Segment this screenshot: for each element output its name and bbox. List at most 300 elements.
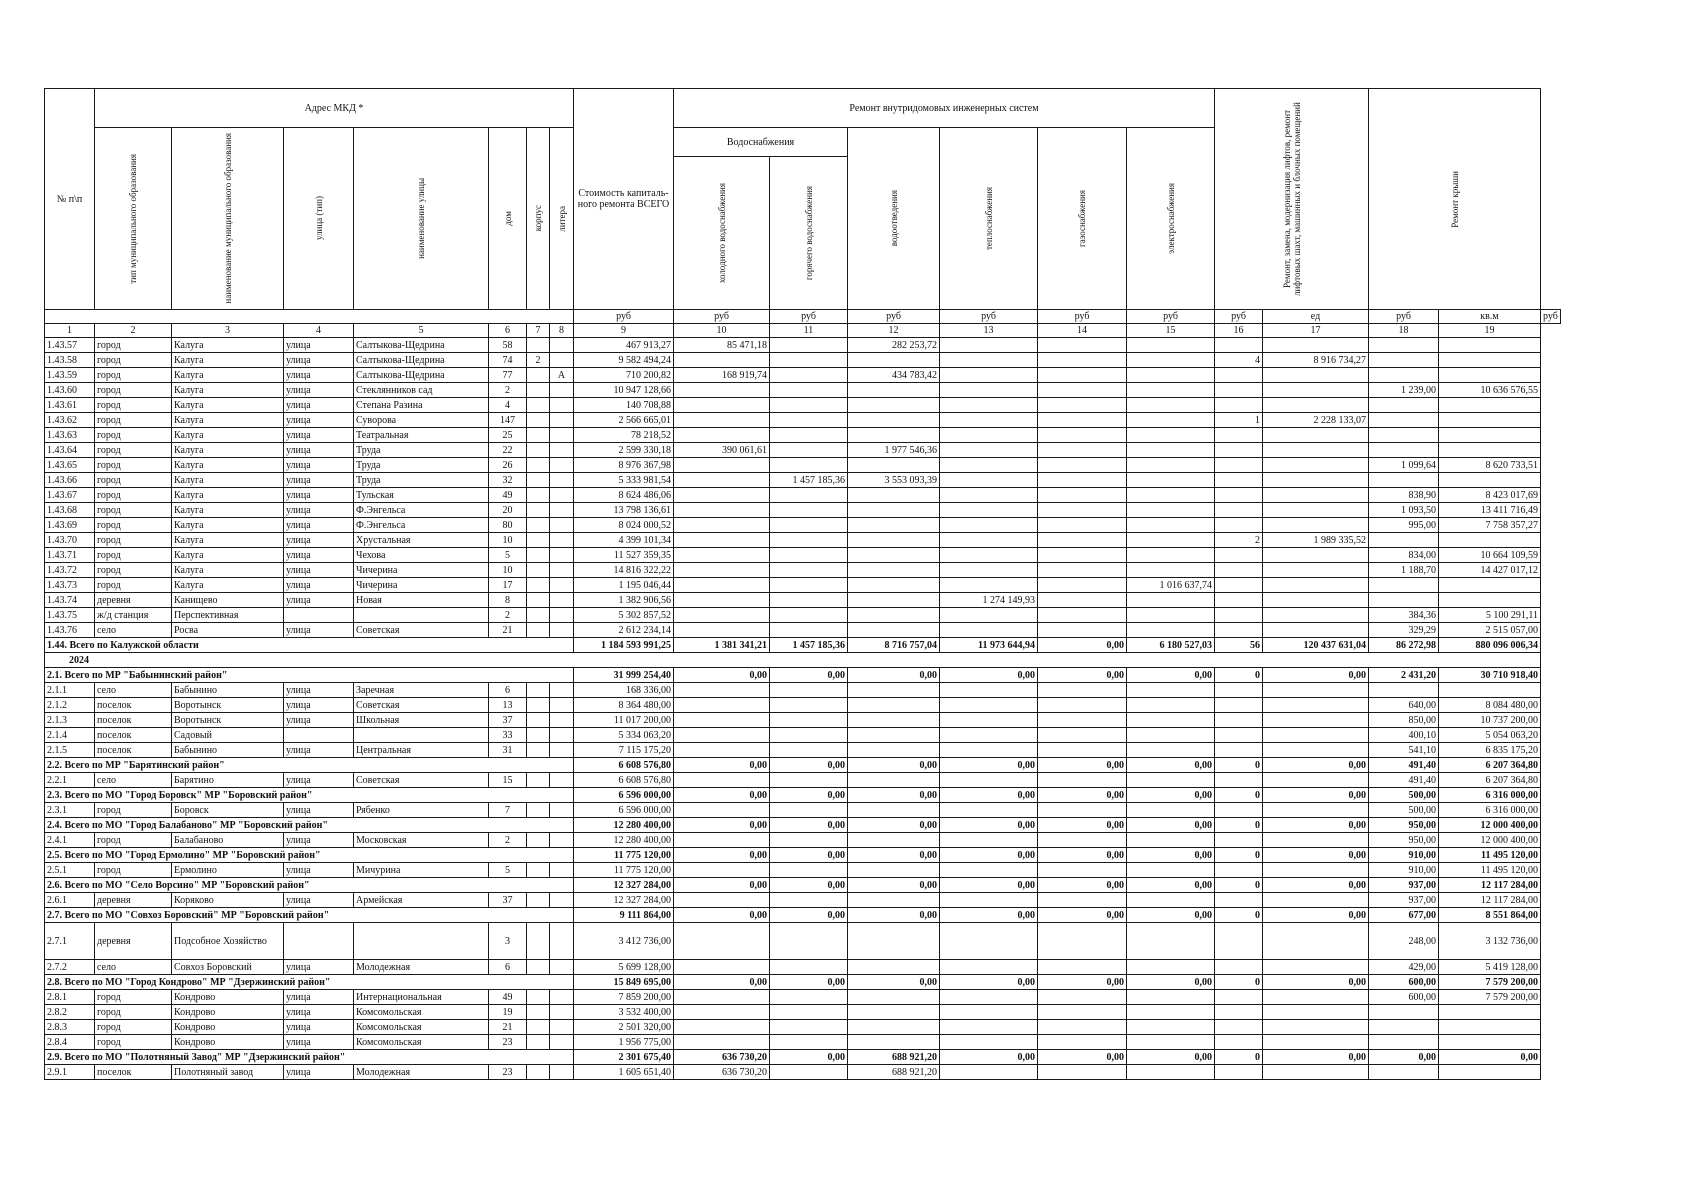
table-cell: 1.43.58: [45, 353, 95, 368]
table-cell: 4 399 101,34: [574, 533, 674, 548]
subtotal-cell: 0,00: [1127, 908, 1215, 923]
table-cell: [940, 773, 1038, 788]
header-drainage: водоотведения: [848, 128, 940, 310]
subtotal-cell: 0,00: [1263, 758, 1369, 773]
table-cell: 6 207 364,80: [1439, 773, 1541, 788]
subtotal-cell: 120 437 631,04: [1263, 638, 1369, 653]
header-water-group: Водоснабжения: [674, 128, 848, 157]
header-roof: Ремонт крыши: [1369, 89, 1541, 310]
table-cell: Калуга: [172, 458, 284, 473]
table-cell: [527, 803, 550, 818]
table-cell: [1038, 1020, 1127, 1035]
table-row: [45, 960, 1561, 975]
table-cell: [1038, 578, 1127, 593]
subtotal-label: 2.5. Всего по МО "Город Ермолино" МР "Боровский район": [45, 848, 574, 863]
subtotal-cell: 0,00: [770, 848, 848, 863]
table-cell: [1215, 863, 1263, 878]
table-cell: 950,00: [1369, 833, 1439, 848]
table-cell: 2.7.1: [45, 923, 95, 960]
table-cell: [848, 743, 940, 758]
table-cell: [674, 458, 770, 473]
table-cell: [770, 413, 848, 428]
table-cell: 1 274 149,93: [940, 593, 1038, 608]
header-total-cost: Стоимость капиталь-ного ремонта ВСЕГО: [574, 89, 674, 310]
header-num: № п\п: [45, 89, 95, 310]
table-cell: 1 457 185,36: [770, 473, 848, 488]
table-row: [45, 398, 1561, 413]
table-cell: 2 599 330,18: [574, 443, 674, 458]
table-row: [45, 698, 1561, 713]
table-cell: [1215, 488, 1263, 503]
table-cell: [848, 923, 940, 960]
subtotal-cell: 677,00: [1369, 908, 1439, 923]
table-cell: [674, 353, 770, 368]
table-cell: 5 419 128,00: [1439, 960, 1541, 975]
table-cell: 15: [489, 773, 527, 788]
table-cell: [1127, 473, 1215, 488]
table-cell: 3 132 736,00: [1439, 923, 1541, 960]
table-cell: 2.5.1: [45, 863, 95, 878]
table-row: [45, 353, 1561, 368]
table-cell: [1127, 398, 1215, 413]
table-cell: [770, 518, 848, 533]
subtotal-label: 1.44. Всего по Калужской области: [45, 638, 574, 653]
table-row: [45, 578, 1561, 593]
table-row: [45, 623, 1561, 638]
subtotal-cell: 0,00: [940, 848, 1038, 863]
table-cell: [1127, 803, 1215, 818]
table-cell: 1 605 651,40: [574, 1065, 674, 1080]
table-cell: [550, 563, 574, 578]
table-cell: село: [95, 683, 172, 698]
table-cell: [770, 488, 848, 503]
table-cell: Суворова: [354, 413, 489, 428]
table-cell: 6 608 576,80: [574, 773, 674, 788]
subtotal-cell: 8 551 864,00: [1439, 908, 1541, 923]
table-cell: [284, 923, 354, 960]
table-cell: [1263, 1035, 1369, 1050]
table-cell: [527, 593, 550, 608]
table-cell: [1263, 338, 1369, 353]
table-cell: [1263, 578, 1369, 593]
table-cell: [1215, 338, 1263, 353]
table-cell: город: [95, 473, 172, 488]
table-cell: [940, 923, 1038, 960]
table-cell: [284, 608, 354, 623]
table-cell: 74: [489, 353, 527, 368]
table-cell: 8 620 733,51: [1439, 458, 1541, 473]
table-cell: [1215, 473, 1263, 488]
column-number-cell: 2: [95, 324, 172, 338]
table-cell: [848, 458, 940, 473]
table-cell: [1038, 960, 1127, 975]
subtotal-cell: 0,00: [674, 848, 770, 863]
table-cell: [770, 548, 848, 563]
table-cell: [1038, 503, 1127, 518]
subtotal-cell: 937,00: [1369, 878, 1439, 893]
table-cell: Воротынск: [172, 713, 284, 728]
table-cell: 1.43.69: [45, 518, 95, 533]
table-cell: 20: [489, 503, 527, 518]
table-cell: [1263, 608, 1369, 623]
table-cell: улица: [284, 990, 354, 1005]
subtotal-cell: 0,00: [1127, 848, 1215, 863]
table-row: [45, 413, 1561, 428]
table-cell: [550, 503, 574, 518]
table-cell: 688 921,20: [848, 1065, 940, 1080]
table-cell: 11 017 200,00: [574, 713, 674, 728]
subtotal-label: 2.2. Всего по МР "Барятинский район": [45, 758, 574, 773]
table-cell: [674, 488, 770, 503]
table-cell: 6 835 175,20: [1439, 743, 1541, 758]
subtotal-cell: 0: [1215, 975, 1263, 990]
table-cell: [674, 923, 770, 960]
table-cell: [1127, 608, 1215, 623]
table-cell: [674, 833, 770, 848]
subtotal-row: [45, 818, 1561, 833]
subtotal-label: 2.4. Всего по МО "Город Балабаново" МР "Боровский район": [45, 818, 574, 833]
table-cell: [1369, 533, 1439, 548]
table-cell: улица: [284, 473, 354, 488]
table-cell: 600,00: [1369, 990, 1439, 1005]
subtotal-cell: 0,00: [940, 975, 1038, 990]
table-cell: Калуга: [172, 563, 284, 578]
table-cell: 8 364 480,00: [574, 698, 674, 713]
table-cell: [940, 803, 1038, 818]
subtotal-cell: 11 775 120,00: [574, 848, 674, 863]
table-row: [45, 773, 1561, 788]
table-cell: 1.43.65: [45, 458, 95, 473]
table-cell: [527, 413, 550, 428]
table-cell: [940, 683, 1038, 698]
table-cell: улица: [284, 353, 354, 368]
table-cell: [1369, 1065, 1439, 1080]
table-cell: село: [95, 960, 172, 975]
table-cell: [674, 623, 770, 638]
table-cell: [940, 713, 1038, 728]
table-cell: [1369, 428, 1439, 443]
table-cell: Салтыкова-Щедрина: [354, 353, 489, 368]
column-number-cell: 7: [527, 324, 550, 338]
table-cell: [527, 383, 550, 398]
table-cell: [527, 773, 550, 788]
table-cell: [550, 533, 574, 548]
table-cell: [770, 533, 848, 548]
table-cell: 7 859 200,00: [574, 990, 674, 1005]
table-cell: [550, 1005, 574, 1020]
table-cell: деревня: [95, 923, 172, 960]
table-cell: 329,29: [1369, 623, 1439, 638]
subtotal-cell: 500,00: [1369, 788, 1439, 803]
table-cell: [674, 578, 770, 593]
table-cell: 1 093,50: [1369, 503, 1439, 518]
table-cell: Садовый: [172, 728, 284, 743]
table-cell: 434 783,42: [848, 368, 940, 383]
table-cell: улица: [284, 488, 354, 503]
table-cell: поселок: [95, 728, 172, 743]
table-cell: [940, 353, 1038, 368]
table-cell: улица: [284, 443, 354, 458]
table-cell: 11 775 120,00: [574, 863, 674, 878]
table-cell: Комсомольская: [354, 1005, 489, 1020]
table-cell: город: [95, 413, 172, 428]
table-cell: 838,90: [1369, 488, 1439, 503]
table-cell: [550, 1065, 574, 1080]
table-cell: 2.6.1: [45, 893, 95, 908]
table-cell: [1263, 398, 1369, 413]
table-cell: [527, 473, 550, 488]
table-cell: улица: [284, 458, 354, 473]
table-cell: [770, 338, 848, 353]
table-cell: [940, 548, 1038, 563]
table-cell: 1.43.62: [45, 413, 95, 428]
header-mun-type: тип муниципального образования: [95, 128, 172, 310]
subtotal-cell: 0,00: [674, 818, 770, 833]
table-cell: [1127, 383, 1215, 398]
table-cell: [848, 548, 940, 563]
table-cell: Бабынино: [172, 683, 284, 698]
table-cell: 937,00: [1369, 893, 1439, 908]
table-cell: Калуга: [172, 518, 284, 533]
table-cell: 37: [489, 713, 527, 728]
table-cell: [940, 960, 1038, 975]
table-cell: 1 016 637,74: [1127, 578, 1215, 593]
table-cell: улица: [284, 578, 354, 593]
subtotal-cell: 12 000 400,00: [1439, 818, 1541, 833]
table-cell: [674, 683, 770, 698]
subtotal-cell: 0,00: [1127, 818, 1215, 833]
subtotal-cell: 0,00: [770, 818, 848, 833]
table-cell: Мичурина: [354, 863, 489, 878]
subtotal-row: [45, 668, 1561, 683]
table-cell: [940, 743, 1038, 758]
table-cell: Калуга: [172, 548, 284, 563]
table-cell: 910,00: [1369, 863, 1439, 878]
table-cell: [1263, 383, 1369, 398]
table-cell: [550, 518, 574, 533]
table-cell: [770, 683, 848, 698]
table-cell: [848, 533, 940, 548]
table-cell: [770, 990, 848, 1005]
subtotal-cell: 2 431,20: [1369, 668, 1439, 683]
table-cell: [940, 863, 1038, 878]
table-cell: [527, 1035, 550, 1050]
header-heating: теплоснабжения: [940, 128, 1038, 310]
table-cell: [674, 713, 770, 728]
subtotal-row: [45, 1050, 1561, 1065]
table-cell: [770, 503, 848, 518]
table-cell: [848, 383, 940, 398]
table-cell: [770, 743, 848, 758]
table-cell: [1263, 803, 1369, 818]
table-cell: 12 327 284,00: [574, 893, 674, 908]
table-cell: [1038, 698, 1127, 713]
table-row: [45, 383, 1561, 398]
subtotal-cell: 0: [1215, 668, 1263, 683]
unit-cell: руб: [1127, 310, 1215, 324]
table-cell: 147: [489, 413, 527, 428]
table-cell: 1 989 335,52: [1263, 533, 1369, 548]
table-cell: город: [95, 833, 172, 848]
table-cell: 2 515 057,00: [1439, 623, 1541, 638]
table-cell: 2 228 133,07: [1263, 413, 1369, 428]
table-cell: [1369, 413, 1439, 428]
table-cell: 2.1.1: [45, 683, 95, 698]
table-cell: [550, 488, 574, 503]
table-cell: [1215, 960, 1263, 975]
table-cell: Калуга: [172, 428, 284, 443]
table-cell: улица: [284, 743, 354, 758]
subtotal-cell: 31 999 254,40: [574, 668, 674, 683]
table-cell: [1038, 443, 1127, 458]
table-cell: [1127, 413, 1215, 428]
subtotal-label: 2.6. Всего по МО "Село Ворсино" МР "Боровский район": [45, 878, 574, 893]
table-cell: [940, 623, 1038, 638]
table-cell: [1038, 383, 1127, 398]
table-cell: Воротынск: [172, 698, 284, 713]
subtotal-row: [45, 878, 1561, 893]
table-row: [45, 503, 1561, 518]
table-cell: [1369, 338, 1439, 353]
table-cell: [527, 990, 550, 1005]
table-cell: Калуга: [172, 488, 284, 503]
header-lifts: Ремонт, замена, модернизация лифтов, ремонт лифтовых шахт, машинных и блочных помещений: [1215, 89, 1369, 310]
table-cell: [550, 353, 574, 368]
table-cell: [1215, 578, 1263, 593]
table-cell: [1263, 923, 1369, 960]
table-cell: [1439, 368, 1541, 383]
table-cell: [1369, 593, 1439, 608]
table-cell: [770, 1035, 848, 1050]
table-cell: [1127, 728, 1215, 743]
table-cell: улица: [284, 623, 354, 638]
table-row: [45, 683, 1561, 698]
table-cell: [1439, 593, 1541, 608]
table-cell: 13: [489, 698, 527, 713]
table-cell: [848, 578, 940, 593]
table-cell: 13 798 136,61: [574, 503, 674, 518]
table-cell: улица: [284, 683, 354, 698]
table-cell: [1263, 428, 1369, 443]
table-cell: [770, 383, 848, 398]
table-cell: [848, 990, 940, 1005]
table-cell: [848, 1035, 940, 1050]
subtotal-cell: 0,00: [940, 668, 1038, 683]
table-row: [45, 533, 1561, 548]
table-cell: [848, 518, 940, 533]
subtotal-cell: 880 096 006,34: [1439, 638, 1541, 653]
table-cell: [848, 803, 940, 818]
table-cell: ж/д станция: [95, 608, 172, 623]
table-cell: [1038, 458, 1127, 473]
table-cell: 2.1.4: [45, 728, 95, 743]
table-cell: 1 239,00: [1369, 383, 1439, 398]
table-cell: улица: [284, 833, 354, 848]
table-cell: [674, 743, 770, 758]
subtotal-cell: 0,00: [940, 788, 1038, 803]
table-cell: [1038, 1035, 1127, 1050]
table-cell: улица: [284, 518, 354, 533]
table-cell: [1215, 518, 1263, 533]
subtotal-cell: 0,00: [674, 788, 770, 803]
table-cell: Калуга: [172, 578, 284, 593]
table-cell: [527, 1065, 550, 1080]
table-cell: Калуга: [172, 368, 284, 383]
table-cell: город: [95, 398, 172, 413]
table-cell: [770, 608, 848, 623]
subtotal-cell: 6 596 000,00: [574, 788, 674, 803]
subtotal-cell: 8 716 757,04: [848, 638, 940, 653]
table-row: [45, 548, 1561, 563]
column-number-cell: 10: [674, 324, 770, 338]
table-cell: [1038, 990, 1127, 1005]
table-cell: город: [95, 443, 172, 458]
table-cell: улица: [284, 503, 354, 518]
table-cell: 5 100 291,11: [1439, 608, 1541, 623]
table-cell: [1038, 548, 1127, 563]
table-cell: [527, 548, 550, 563]
table-cell: [1215, 428, 1263, 443]
table-cell: [674, 428, 770, 443]
table-cell: город: [95, 383, 172, 398]
table-cell: [550, 578, 574, 593]
subtotal-cell: 0,00: [1127, 668, 1215, 683]
table-cell: 2.9.1: [45, 1065, 95, 1080]
table-cell: [1127, 698, 1215, 713]
table-row: [45, 833, 1561, 848]
table-cell: [527, 428, 550, 443]
table-cell: [1127, 548, 1215, 563]
subtotal-cell: 12 280 400,00: [574, 818, 674, 833]
subtotal-cell: 0,00: [848, 668, 940, 683]
unit-cell: руб: [1215, 310, 1263, 324]
subtotal-row: [45, 975, 1561, 990]
table-cell: 7: [489, 803, 527, 818]
table-cell: [1127, 353, 1215, 368]
table-cell: 4: [489, 398, 527, 413]
table-cell: 14 427 017,12: [1439, 563, 1541, 578]
table-cell: [550, 713, 574, 728]
table-cell: 168 919,74: [674, 368, 770, 383]
table-cell: 2: [489, 383, 527, 398]
column-number-cell: 9: [574, 324, 674, 338]
table-cell: [550, 683, 574, 698]
header-street-name: наименование улицы: [354, 128, 489, 310]
table-cell: 541,10: [1369, 743, 1439, 758]
table-cell: [1038, 833, 1127, 848]
table-cell: [527, 518, 550, 533]
table-cell: [1215, 728, 1263, 743]
table-cell: Калуга: [172, 398, 284, 413]
table-header: [45, 89, 1561, 338]
table-cell: Салтыкова-Щедрина: [354, 338, 489, 353]
table-cell: [527, 743, 550, 758]
table-cell: 4: [1215, 353, 1263, 368]
table-cell: село: [95, 773, 172, 788]
table-cell: Стеклянников сад: [354, 383, 489, 398]
subtotal-cell: 0,00: [770, 788, 848, 803]
table-cell: 23: [489, 1065, 527, 1080]
table-cell: [1215, 803, 1263, 818]
table-cell: [940, 893, 1038, 908]
table-cell: [1263, 443, 1369, 458]
table-cell: [770, 773, 848, 788]
column-number-cell: 13: [940, 324, 1038, 338]
table-cell: 7 579 200,00: [1439, 990, 1541, 1005]
table-cell: [770, 713, 848, 728]
table-cell: Советская: [354, 623, 489, 638]
table-cell: [1038, 773, 1127, 788]
